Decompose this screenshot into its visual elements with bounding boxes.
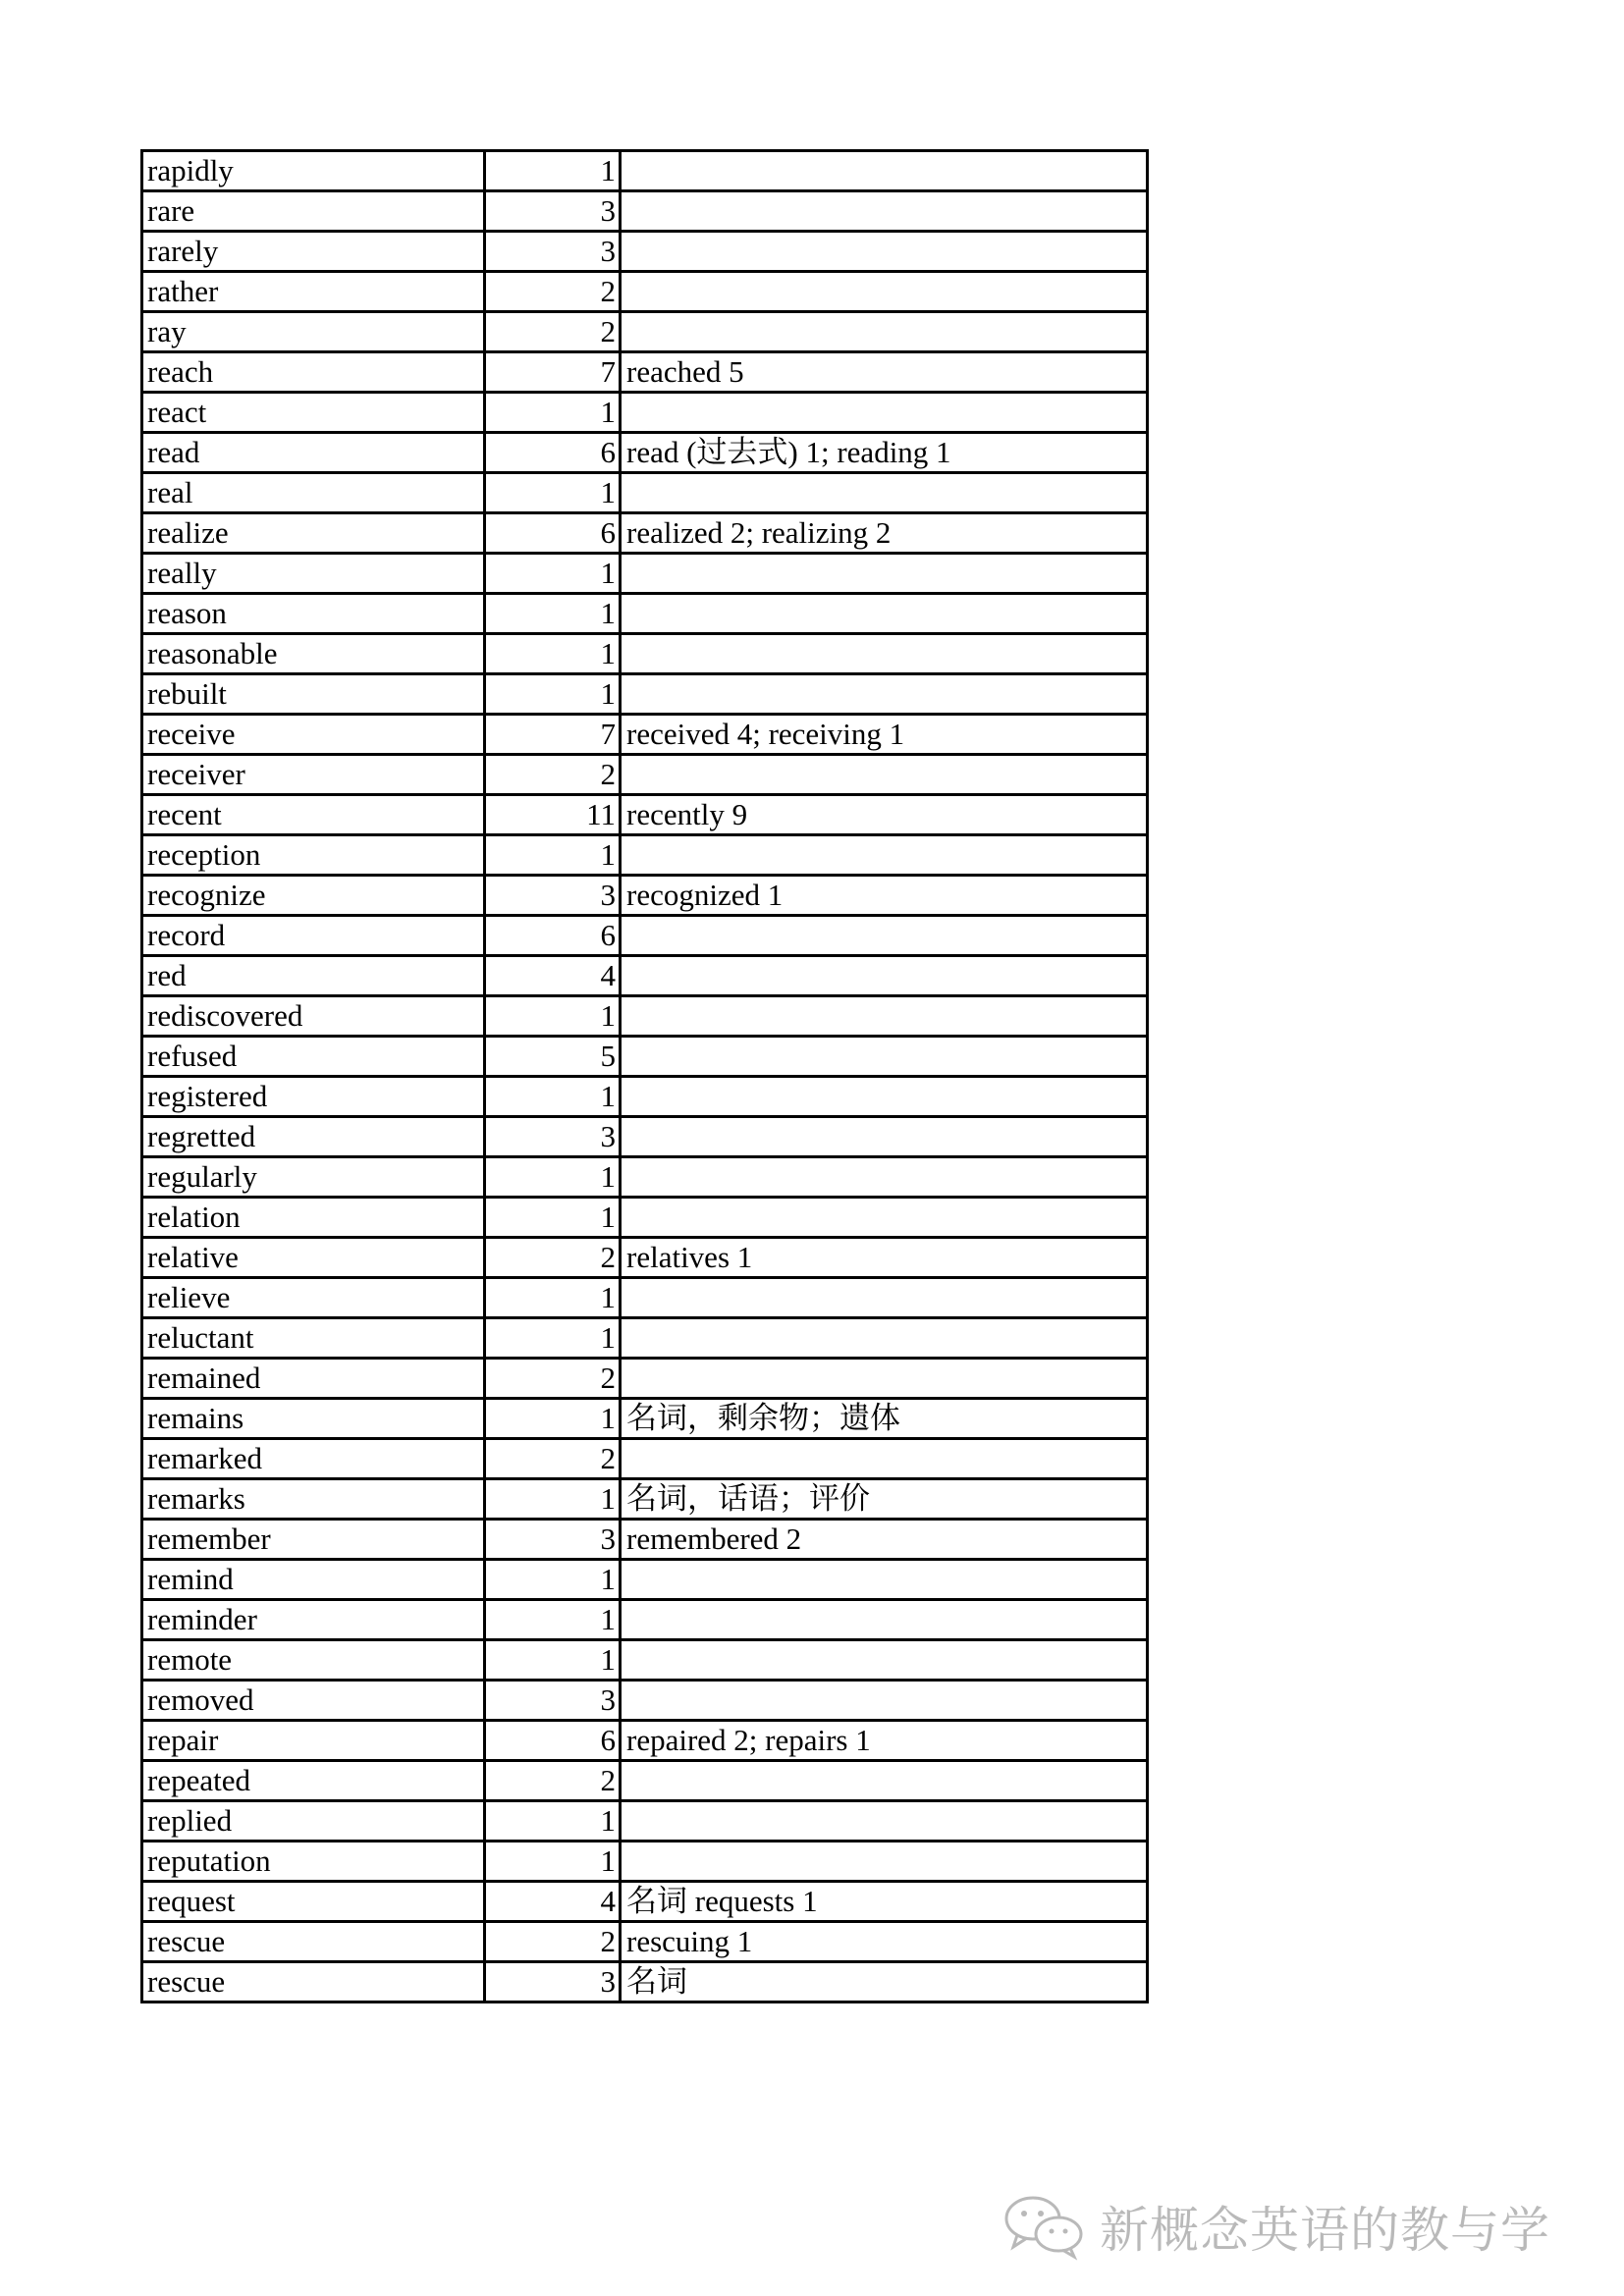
count-cell: 3 (485, 1681, 621, 1721)
note-cell (621, 151, 1148, 191)
word-cell: rescue (142, 1962, 485, 2002)
count-cell: 1 (485, 1318, 621, 1359)
table-row (142, 594, 1148, 634)
word-cell: remarked (142, 1439, 485, 1479)
table-row (142, 554, 1148, 594)
count-cell: 2 (485, 312, 621, 352)
note-cell (621, 1761, 1148, 1801)
word-cell: regularly (142, 1157, 485, 1198)
word-cell: repeated (142, 1761, 485, 1801)
word-cell: reminder (142, 1600, 485, 1640)
note-cell: rescuing 1 (621, 1922, 1148, 1962)
word-cell: remember (142, 1520, 485, 1560)
note-cell (621, 1077, 1148, 1117)
word-cell: reception (142, 835, 485, 876)
word-cell: receiver (142, 755, 485, 795)
table-row (142, 715, 1148, 755)
count-cell: 1 (485, 674, 621, 715)
word-cell: relative (142, 1238, 485, 1278)
watermark (1001, 2187, 1550, 2266)
note-cell: reached 5 (621, 352, 1148, 393)
count-cell: 1 (485, 594, 621, 634)
count-cell: 3 (485, 876, 621, 916)
table-row (142, 151, 1148, 191)
word-cell: remains (142, 1399, 485, 1439)
table-row (142, 916, 1148, 956)
word-cell: regretted (142, 1117, 485, 1157)
table-row (142, 352, 1148, 393)
count-cell: 3 (485, 232, 621, 272)
note-cell (621, 1318, 1148, 1359)
word-cell: rediscovered (142, 996, 485, 1037)
note-cell: 名词，剩余物；遗体 (621, 1399, 1148, 1439)
word-cell: remarks (142, 1479, 485, 1520)
table-row (142, 755, 1148, 795)
note-cell (621, 996, 1148, 1037)
note-cell (621, 1198, 1148, 1238)
table-row (142, 1560, 1148, 1600)
word-cell: reason (142, 594, 485, 634)
table-row (142, 232, 1148, 272)
note-cell: recognized 1 (621, 876, 1148, 916)
note-cell: received 4; receiving 1 (621, 715, 1148, 755)
table-row (142, 1600, 1148, 1640)
word-cell: reasonable (142, 634, 485, 674)
count-cell: 1 (485, 554, 621, 594)
table-row (142, 1157, 1148, 1198)
count-cell: 2 (485, 755, 621, 795)
table-row (142, 1479, 1148, 1520)
note-cell (621, 594, 1148, 634)
word-cell: real (142, 473, 485, 513)
count-cell: 2 (485, 272, 621, 312)
table-row (142, 1640, 1148, 1681)
note-cell (621, 554, 1148, 594)
word-cell: realize (142, 513, 485, 554)
watermark-text: 新概念英语的教与学 (1100, 2202, 1550, 2259)
table-row (142, 1681, 1148, 1721)
count-cell: 1 (485, 1640, 621, 1681)
count-cell: 1 (485, 1842, 621, 1882)
note-cell: recently 9 (621, 795, 1148, 835)
note-cell: read (过去式) 1; reading 1 (621, 433, 1148, 473)
count-cell: 3 (485, 1117, 621, 1157)
count-cell: 3 (485, 1520, 621, 1560)
note-cell (621, 835, 1148, 876)
table-row (142, 1077, 1148, 1117)
note-cell (621, 272, 1148, 312)
count-cell: 6 (485, 1721, 621, 1761)
word-cell: ray (142, 312, 485, 352)
note-cell (621, 1560, 1148, 1600)
note-cell: 名词 requests 1 (621, 1882, 1148, 1922)
word-cell: relieve (142, 1278, 485, 1318)
note-cell (621, 916, 1148, 956)
table-row (142, 1278, 1148, 1318)
word-cell: rare (142, 191, 485, 232)
note-cell (621, 312, 1148, 352)
note-cell (621, 1278, 1148, 1318)
word-cell: reputation (142, 1842, 485, 1882)
count-cell: 1 (485, 1077, 621, 1117)
table-row (142, 1922, 1148, 1962)
word-cell: removed (142, 1681, 485, 1721)
count-cell: 1 (485, 835, 621, 876)
word-frequency-table (140, 149, 1149, 2003)
table-row (142, 1520, 1148, 1560)
word-cell: red (142, 956, 485, 996)
count-cell: 2 (485, 1922, 621, 1962)
note-cell (621, 1439, 1148, 1479)
table-row (142, 1359, 1148, 1399)
word-cell: reluctant (142, 1318, 485, 1359)
count-cell: 11 (485, 795, 621, 835)
note-cell (621, 1037, 1148, 1077)
word-cell: reach (142, 352, 485, 393)
table-row (142, 956, 1148, 996)
table-row (142, 513, 1148, 554)
table-row (142, 795, 1148, 835)
count-cell: 4 (485, 1882, 621, 1922)
word-cell: registered (142, 1077, 485, 1117)
word-cell: remind (142, 1560, 485, 1600)
word-cell: recognize (142, 876, 485, 916)
count-cell: 1 (485, 1801, 621, 1842)
word-cell: really (142, 554, 485, 594)
note-cell (621, 1600, 1148, 1640)
note-cell: 名词 (621, 1962, 1148, 2002)
word-cell: rescue (142, 1922, 485, 1962)
table-row (142, 1198, 1148, 1238)
count-cell: 6 (485, 433, 621, 473)
count-cell: 1 (485, 1198, 621, 1238)
count-cell: 1 (485, 996, 621, 1037)
word-cell: remote (142, 1640, 485, 1681)
note-cell (621, 1801, 1148, 1842)
table-row (142, 1761, 1148, 1801)
note-cell (621, 1640, 1148, 1681)
count-cell: 7 (485, 715, 621, 755)
count-cell: 5 (485, 1037, 621, 1077)
note-cell: repaired 2; repairs 1 (621, 1721, 1148, 1761)
table-row (142, 272, 1148, 312)
table-row (142, 1882, 1148, 1922)
count-cell: 1 (485, 1479, 621, 1520)
table-row (142, 1439, 1148, 1479)
count-cell: 1 (485, 393, 621, 433)
word-cell: repair (142, 1721, 485, 1761)
note-cell (621, 191, 1148, 232)
note-cell (621, 1157, 1148, 1198)
note-cell (621, 755, 1148, 795)
note-cell (621, 1842, 1148, 1882)
table-row (142, 1801, 1148, 1842)
word-table-body (142, 151, 1148, 2002)
word-cell: recent (142, 795, 485, 835)
count-cell: 3 (485, 1962, 621, 2002)
note-cell (621, 1681, 1148, 1721)
count-cell: 2 (485, 1359, 621, 1399)
table-row (142, 1399, 1148, 1439)
table-row (142, 1842, 1148, 1882)
count-cell: 1 (485, 634, 621, 674)
note-cell (621, 393, 1148, 433)
count-cell: 2 (485, 1761, 621, 1801)
word-cell: record (142, 916, 485, 956)
count-cell: 1 (485, 473, 621, 513)
table-row (142, 191, 1148, 232)
count-cell: 7 (485, 352, 621, 393)
note-cell (621, 473, 1148, 513)
table-row (142, 876, 1148, 916)
count-cell: 1 (485, 151, 621, 191)
table-row (142, 1238, 1148, 1278)
word-cell: read (142, 433, 485, 473)
table-row (142, 312, 1148, 352)
note-cell: realized 2; realizing 2 (621, 513, 1148, 554)
note-cell (621, 674, 1148, 715)
table-row (142, 393, 1148, 433)
count-cell: 1 (485, 1399, 621, 1439)
note-cell: 名词，话语；评价 (621, 1479, 1148, 1520)
word-cell: replied (142, 1801, 485, 1842)
count-cell: 2 (485, 1439, 621, 1479)
table-row (142, 634, 1148, 674)
table-row (142, 1962, 1148, 2002)
count-cell: 4 (485, 956, 621, 996)
table-row (142, 433, 1148, 473)
table-row (142, 996, 1148, 1037)
count-cell: 3 (485, 191, 621, 232)
word-cell: rebuilt (142, 674, 485, 715)
table-row (142, 1721, 1148, 1761)
word-cell: receive (142, 715, 485, 755)
count-cell: 1 (485, 1600, 621, 1640)
word-cell: refused (142, 1037, 485, 1077)
table-row (142, 1037, 1148, 1077)
wechat-icon (1001, 2192, 1086, 2261)
table-row (142, 1318, 1148, 1359)
count-cell: 1 (485, 1278, 621, 1318)
word-cell: rapidly (142, 151, 485, 191)
note-cell (621, 1117, 1148, 1157)
table-row (142, 473, 1148, 513)
table-row (142, 1117, 1148, 1157)
count-cell: 6 (485, 513, 621, 554)
count-cell: 6 (485, 916, 621, 956)
table-row (142, 674, 1148, 715)
word-cell: relation (142, 1198, 485, 1238)
table-row (142, 835, 1148, 876)
count-cell: 2 (485, 1238, 621, 1278)
word-cell: remained (142, 1359, 485, 1399)
note-cell (621, 634, 1148, 674)
word-cell: request (142, 1882, 485, 1922)
word-cell: rather (142, 272, 485, 312)
note-cell: remembered 2 (621, 1520, 1148, 1560)
count-cell: 1 (485, 1560, 621, 1600)
word-cell: react (142, 393, 485, 433)
count-cell: 1 (485, 1157, 621, 1198)
note-cell (621, 1359, 1148, 1399)
note-cell: relatives 1 (621, 1238, 1148, 1278)
note-cell (621, 956, 1148, 996)
note-cell (621, 232, 1148, 272)
word-cell: rarely (142, 232, 485, 272)
